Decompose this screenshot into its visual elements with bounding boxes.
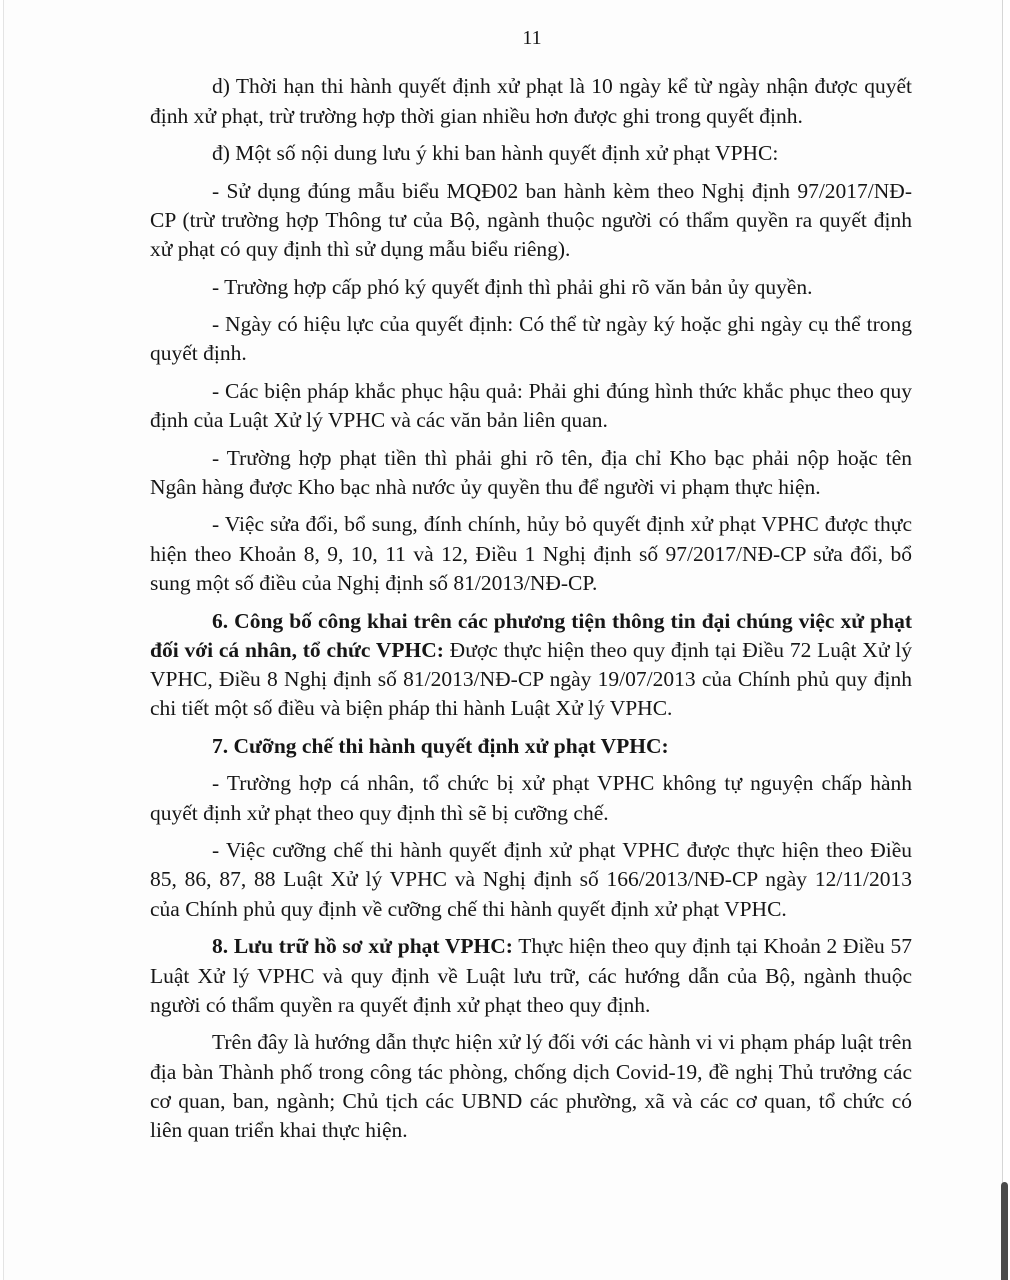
paragraph-text: Trên đây là hướng dẫn thực hiện xử lý đối với các hành vi vi phạm pháp luật trên địa bàn Thành phố trong công tác phòng, chống dịch Covid-19, đề nghị Thủ trưởng các cơ quan, ban, ngành; Chủ tịch các UBND các phường, xã và các cơ quan, tổ chức có liên quan triển khai thực hiện. <box>150 1030 912 1143</box>
list-item-amendments <box>150 510 912 598</box>
paragraph-dd <box>150 139 912 168</box>
paragraph-d <box>150 72 912 131</box>
section-heading: 8. Lưu trữ hồ sơ xử phạt VPHC: <box>212 934 513 959</box>
paragraph-text: - Ngày có hiệu lực của quyết định: Có thể từ ngày ký hoặc ghi ngày cụ thể trong quyết định. <box>150 312 912 366</box>
document-body <box>150 24 912 1154</box>
list-item-effective-date <box>150 310 912 369</box>
section-heading: 6. Công bố công khai trên các phương tiện thông tin đại chúng việc xử phạt đối với cá nhân, tổ chức VPHC: <box>150 608 912 662</box>
section-6-public-disclosure <box>150 607 912 724</box>
list-item-coercion <box>150 769 912 828</box>
paragraph-text: - Các biện pháp khắc phục hậu quả: Phải ghi đúng hình thức khắc phục theo quy định của Luật Xử lý VPHC và các văn bản liên quan. <box>150 378 912 433</box>
paragraph-text: d) Thời hạn thi hành quyết định xử phạt là 10 ngày kể từ ngày nhận được quyết định xử phạt, trừ trường hợp thời gian nhiều hơn được ghi trong quyết định. <box>150 74 912 128</box>
section-8-archiving <box>150 932 912 1020</box>
paragraph-text: - Trường hợp cá nhân, tổ chức bị xử phạt VPHC không tự nguyện chấp hành quyết định xử phạt theo quy định thì sẽ bị cưỡng chế. <box>150 771 912 825</box>
document-page <box>3 0 1003 1280</box>
paragraph-text: - Trường hợp cấp phó ký quyết định thì phải ghi rõ văn bản ủy quyền. <box>212 274 813 299</box>
list-item-remedial-measures <box>150 377 912 436</box>
paragraph-text: Thực hiện theo quy định tại Khoản 2 Điều 57 Luật Xử lý VPHC và quy định về Luật lưu trữ, các hướng dẫn của Bộ, ngành thuộc người có thẩm quyền ra quyết định xử phạt theo quy định. <box>150 934 912 1017</box>
section-heading: 7. Cưỡng chế thi hành quyết định xử phạt VPHC: <box>212 733 669 758</box>
section-7-enforcement <box>150 732 912 761</box>
paragraph-text: đ) Một số nội dung lưu ý khi ban hành quyết định xử phạt VPHC: <box>212 141 779 166</box>
vertical-scrollbar[interactable] <box>1001 1182 1008 1280</box>
closing-paragraph <box>150 1028 912 1145</box>
list-item-fine-payment <box>150 444 912 503</box>
list-item-form-template <box>150 177 912 265</box>
paragraph-text: - Trường hợp phạt tiền thì phải ghi rõ tên, địa chỉ Kho bạc phải nộp hoặc tên Ngân hàng được Kho bạc nhà nước ủy quyền thu để người vi phạm thực hiện. <box>150 445 912 499</box>
paragraph-text: - Việc sửa đổi, bổ sung, đính chính, hủy bỏ quyết định xử phạt VPHC được thực hiện theo Khoản 8, 9, 10, 11 và 12, Điều 1 Nghị định số 97/2017/NĐ-CP sửa đổi, bổ sung một số điều của Nghị định số 81/2013/NĐ-CP. <box>150 512 912 596</box>
list-item-deputy-signing <box>150 273 912 302</box>
paragraph-text: Được thực hiện theo quy định tại Điều 72 Luật Xử lý VPHC, Điều 8 Nghị định số 81/2013/NĐ-CP ngày 19/07/2013 của Chính phủ quy định chi tiết một số điều và biện pháp thi hành Luật Xử lý VPHC. <box>150 637 912 721</box>
list-item-coercion-basis <box>150 836 912 924</box>
paragraph-text: - Sử dụng đúng mẫu biểu MQĐ02 ban hành kèm theo Nghị định 97/2017/NĐ-CP (trừ trường hợp Thông tư của Bộ, ngành thuộc người có thẩm quyền ra quyết định xử phạt có quy định thì sử dụng mẫu biểu riêng). <box>150 178 912 262</box>
paragraph-text: - Việc cưỡng chế thi hành quyết định xử phạt VPHC được thực hiện theo Điều 85, 86, 87, 88 Luật Xử lý VPHC và Nghị định số 166/2013/NĐ-CP ngày 12/11/2013 của Chính phủ quy định về cưỡng chế thi hành quyết định xử phạt VPHC. <box>150 838 912 921</box>
page-number: 11 <box>522 27 542 49</box>
